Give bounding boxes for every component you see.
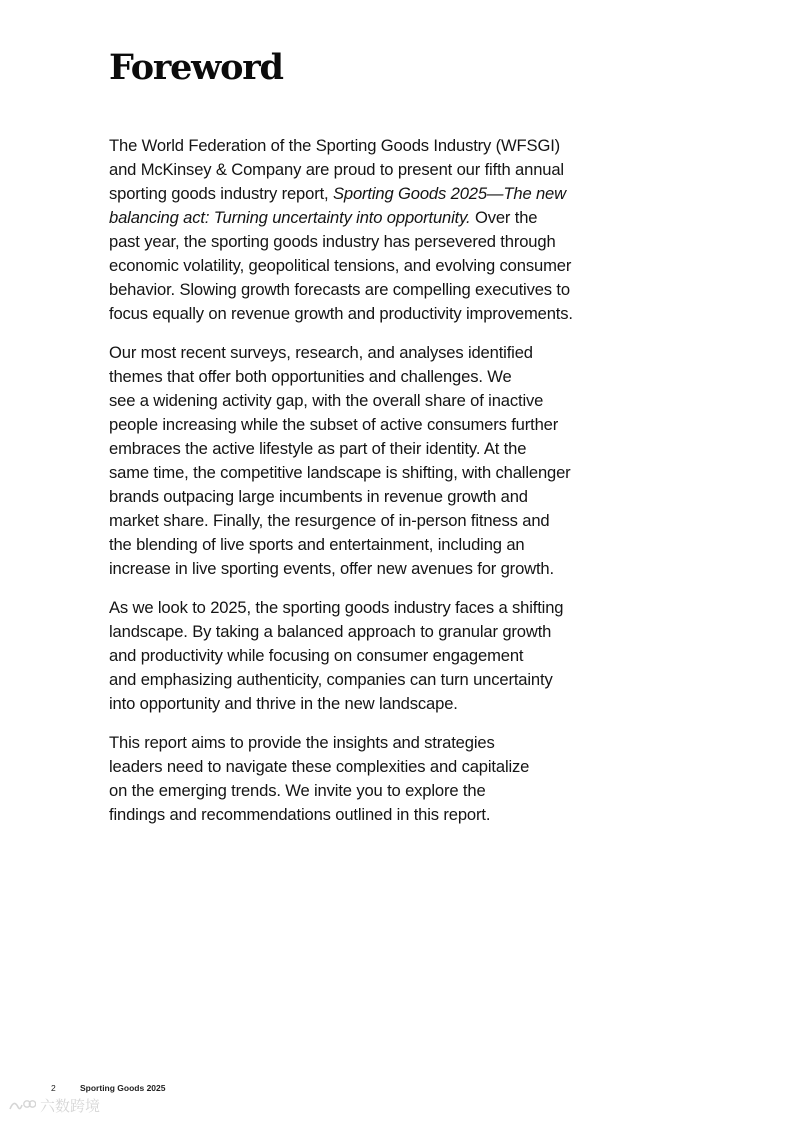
text-line: same time, the competitive landscape is shifting, with challenger bbox=[109, 463, 571, 482]
paragraph bbox=[109, 596, 629, 716]
text-line: themes that offer both opportunities and challenges. We bbox=[109, 367, 512, 386]
text-line: behavior. Slowing growth forecasts are compelling executives to bbox=[109, 280, 570, 299]
text-line: and emphasizing authenticity, companies can turn uncertainty bbox=[109, 670, 553, 689]
text-line: focus equally on revenue growth and productivity improvements. bbox=[109, 304, 573, 323]
text-line: Our most recent surveys, research, and analyses identified bbox=[109, 343, 533, 362]
watermark bbox=[8, 1095, 100, 1115]
text-line: brands outpacing large incumbents in revenue growth and bbox=[109, 487, 528, 506]
text-line bbox=[109, 182, 629, 206]
text-line: the blending of live sports and entertainment, including an bbox=[109, 535, 525, 554]
text-line: and productivity while focusing on consumer engagement bbox=[109, 646, 524, 665]
text-line: see a widening activity gap, with the overall share of inactive bbox=[109, 391, 544, 410]
text-line: leaders need to navigate these complexities and capitalize bbox=[109, 757, 530, 776]
text-segment: sporting goods industry report, bbox=[109, 184, 333, 203]
text-line: findings and recommendations outlined in this report. bbox=[109, 805, 491, 824]
text-line: embraces the active lifestyle as part of their identity. At the bbox=[109, 439, 527, 458]
text-line: on the emerging trends. We invite you to explore the bbox=[109, 781, 486, 800]
paragraph bbox=[109, 134, 629, 326]
text-line: increase in live sporting events, offer new avenues for growth. bbox=[109, 559, 554, 578]
text-line: people increasing while the subset of active consumers further bbox=[109, 415, 559, 434]
logo-mark-icon bbox=[8, 1097, 36, 1113]
text-line: landscape. By taking a balanced approach to granular growth bbox=[109, 622, 552, 641]
page-number: 2 bbox=[51, 1083, 56, 1093]
page-title: Foreword bbox=[109, 47, 283, 88]
paragraph bbox=[109, 731, 629, 827]
text-line: market share. Finally, the resurgence of in-person fitness and bbox=[109, 511, 550, 530]
report-title-italic: balancing act: Turning uncertainty into opportunity. bbox=[109, 208, 471, 227]
text-line: As we look to 2025, the sporting goods industry faces a shifting bbox=[109, 598, 564, 617]
page-footer bbox=[51, 1082, 166, 1094]
paragraph bbox=[109, 341, 629, 581]
text-line bbox=[109, 206, 629, 230]
text-line: economic volatility, geopolitical tensions, and evolving consumer bbox=[109, 256, 572, 275]
text-line: The World Federation of the Sporting Goods Industry (WFSGI) bbox=[109, 136, 561, 155]
publication-title: Sporting Goods 2025 bbox=[80, 1083, 166, 1093]
text-line: This report aims to provide the insights and strategies bbox=[109, 733, 495, 752]
watermark-text: 六数跨境 bbox=[40, 1096, 101, 1115]
foreword-body bbox=[109, 134, 629, 842]
text-segment: Over the bbox=[470, 208, 538, 227]
text-line: past year, the sporting goods industry has persevered through bbox=[109, 232, 556, 251]
text-line: and McKinsey & Company are proud to present our fifth annual bbox=[109, 160, 564, 179]
report-title-italic: Sporting Goods 2025—The new bbox=[332, 184, 566, 203]
text-line: into opportunity and thrive in the new landscape. bbox=[109, 694, 458, 713]
